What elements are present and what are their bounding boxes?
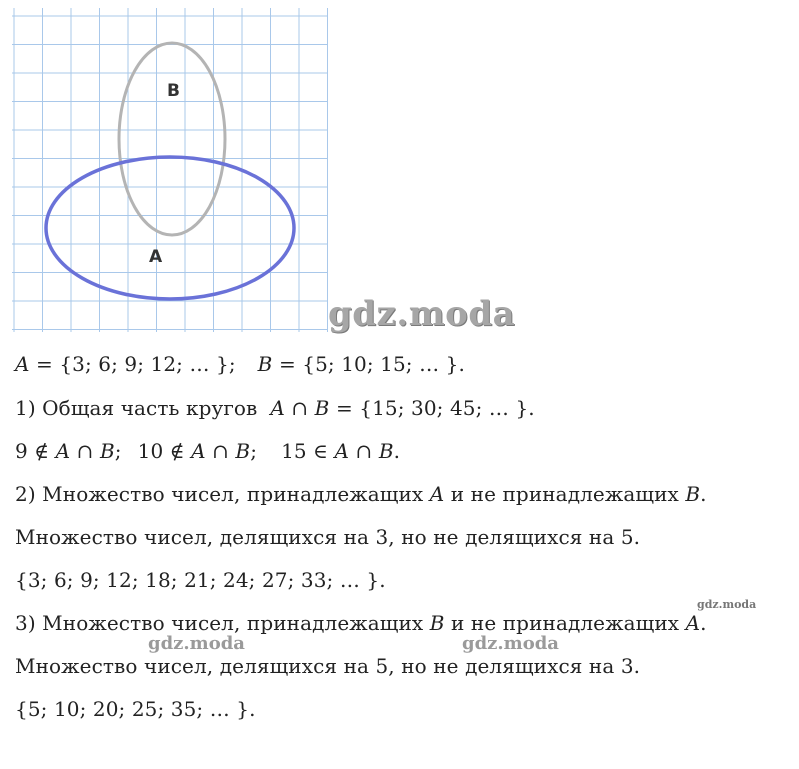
item-3-text-2: и не принадлежащих [444,611,686,635]
set-a-symbol: A [15,352,30,376]
watermark-tiny: gdz.moda [697,598,757,611]
intersection-set: = {15; 30; 45; … }. [329,396,535,420]
venn-diagram [12,8,328,332]
item-3-set-a: A [685,611,701,635]
set-b-label: B [167,81,180,101]
set-a-elements: = {3; 6; 9; 12; … }; [29,352,236,376]
membership-9-expr: A ∩ B [55,439,115,463]
membership-end: . [393,439,401,463]
set-b-elements: = {5; 10; 15; … }. [272,352,465,376]
membership-15-num: 15 ∈ [281,439,335,463]
membership-10-expr: A ∩ B [191,439,251,463]
watermark-small-2: gdz.moda [462,633,559,654]
set-b-symbol: B [257,352,273,376]
intersection-expr: A ∩ B [270,396,330,420]
item-3-end: . [700,611,707,635]
line-item-2-set: {3; 6; 9; 12; 18; 21; 24; 27; 33; … }. [15,568,386,592]
membership-9-num: 9 ∉ [15,439,56,463]
set-b-ellipse [119,43,225,235]
item-1-text: 1) Общая часть кругов [15,396,258,420]
line-item-2-explanation: Множество чисел, делящихся на 3, но не делящихся на 5. [15,525,641,549]
membership-15-expr: A ∩ B [334,439,394,463]
line-item-3-explanation: Множество чисел, делящихся на 5, но не делящихся на 3. [15,654,641,678]
set-a-label: A [149,247,163,267]
item-3-set-b: B [429,611,445,635]
line-set-definitions [15,352,465,376]
watermark-main: gdz.moda [328,294,516,334]
line-item-2 [15,482,707,506]
item-3-text-1: 3) Множество чисел, принадлежащих [15,611,430,635]
grid-lines [12,8,328,332]
line-item-3 [15,611,707,635]
item-2-set-a: A [429,482,445,506]
set-a-ellipse [46,157,294,299]
watermark-small-1: gdz.moda [148,633,245,654]
line-membership: 9 ∉ A ∩ B; 10 ∉ A ∩ B; 15 ∈ A ∩ B. [15,439,401,463]
line-item-3-set: {5; 10; 20; 25; 35; … }. [15,697,256,721]
item-2-text-1: 2) Множество чисел, принадлежащих [15,482,430,506]
venn-svg [12,8,328,332]
item-2-text-2: и не принадлежащих [444,482,686,506]
item-2-set-b: B [685,482,701,506]
line-item-1 [15,396,535,420]
item-2-end: . [700,482,707,506]
membership-10-num: 10 ∉ [137,439,192,463]
